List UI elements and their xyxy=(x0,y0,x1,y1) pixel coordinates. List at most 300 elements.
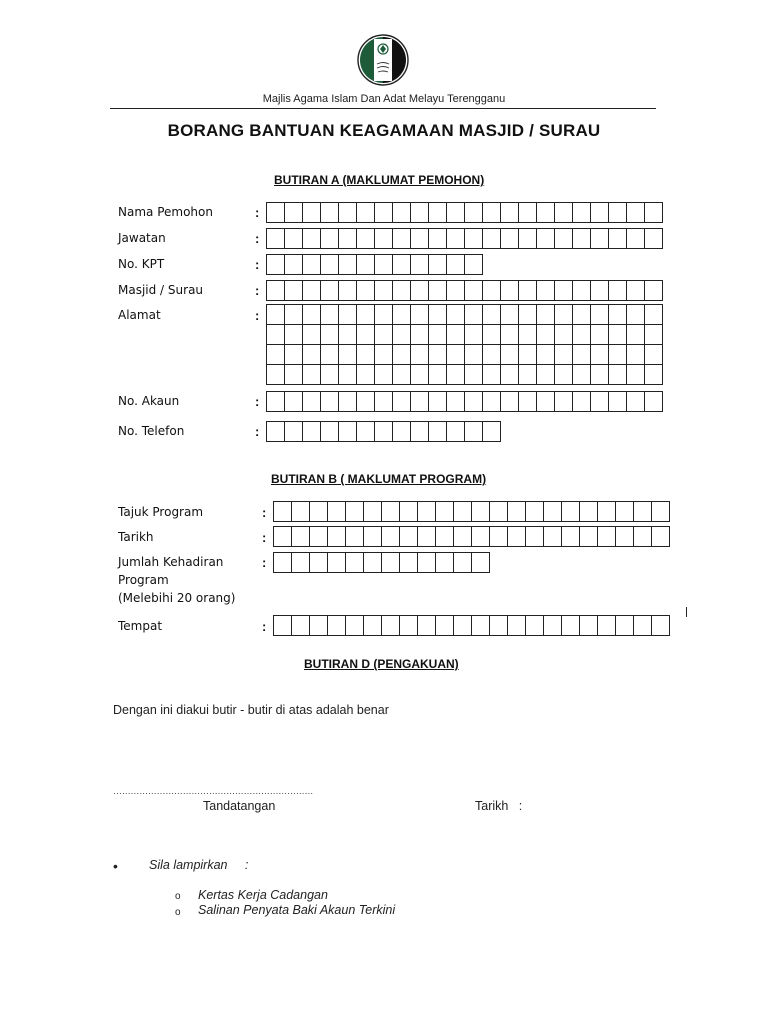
char-box[interactable] xyxy=(507,526,526,547)
char-box[interactable] xyxy=(518,364,537,385)
char-box[interactable] xyxy=(374,304,393,325)
input-jawatan[interactable] xyxy=(266,228,663,249)
char-box[interactable] xyxy=(446,280,465,301)
char-box[interactable] xyxy=(500,324,519,345)
char-box[interactable] xyxy=(536,364,555,385)
label-tempat: Tempat xyxy=(118,619,163,633)
char-box[interactable] xyxy=(417,501,436,522)
char-box[interactable] xyxy=(507,615,526,636)
char-box[interactable] xyxy=(338,254,357,275)
char-box[interactable] xyxy=(381,615,400,636)
char-box[interactable] xyxy=(291,526,310,547)
char-box[interactable] xyxy=(428,324,447,345)
char-box[interactable] xyxy=(320,280,339,301)
char-box[interactable] xyxy=(536,228,555,249)
char-box[interactable] xyxy=(590,364,609,385)
char-box[interactable] xyxy=(608,202,627,223)
char-box[interactable] xyxy=(482,391,501,412)
char-box[interactable] xyxy=(554,364,573,385)
char-box[interactable] xyxy=(428,364,447,385)
char-box[interactable] xyxy=(489,501,508,522)
char-box[interactable] xyxy=(374,421,393,442)
char-box[interactable] xyxy=(273,526,292,547)
char-box[interactable] xyxy=(410,391,429,412)
char-box[interactable] xyxy=(266,324,285,345)
char-box[interactable] xyxy=(435,552,454,573)
char-box[interactable] xyxy=(320,304,339,325)
char-box[interactable] xyxy=(410,344,429,365)
char-box[interactable] xyxy=(482,344,501,365)
char-box[interactable] xyxy=(266,304,285,325)
char-box[interactable] xyxy=(518,344,537,365)
char-box[interactable] xyxy=(435,526,454,547)
char-box[interactable] xyxy=(302,324,321,345)
char-box[interactable] xyxy=(590,280,609,301)
char-box[interactable] xyxy=(302,364,321,385)
char-box[interactable] xyxy=(644,202,663,223)
char-box[interactable] xyxy=(446,254,465,275)
char-box[interactable] xyxy=(428,254,447,275)
char-box[interactable] xyxy=(309,501,328,522)
input-no-akaun[interactable] xyxy=(266,391,663,412)
char-box[interactable] xyxy=(273,615,292,636)
char-box[interactable] xyxy=(302,228,321,249)
char-box[interactable] xyxy=(518,280,537,301)
char-box[interactable] xyxy=(392,280,411,301)
char-box[interactable] xyxy=(410,202,429,223)
char-box[interactable] xyxy=(273,501,292,522)
sub-bullet: o xyxy=(175,907,181,918)
char-box[interactable] xyxy=(536,280,555,301)
char-box[interactable] xyxy=(309,615,328,636)
char-box[interactable] xyxy=(518,202,537,223)
char-box[interactable] xyxy=(356,324,375,345)
char-box[interactable] xyxy=(471,526,490,547)
char-box[interactable] xyxy=(554,391,573,412)
char-box[interactable] xyxy=(266,344,285,365)
char-box[interactable] xyxy=(590,391,609,412)
char-box[interactable] xyxy=(453,552,472,573)
char-box[interactable] xyxy=(500,228,519,249)
char-box[interactable] xyxy=(471,552,490,573)
char-box[interactable] xyxy=(597,615,616,636)
char-box[interactable] xyxy=(500,391,519,412)
char-box[interactable] xyxy=(320,254,339,275)
char-box[interactable] xyxy=(626,280,645,301)
char-box[interactable] xyxy=(428,304,447,325)
char-box[interactable] xyxy=(446,344,465,365)
char-box[interactable] xyxy=(453,615,472,636)
char-box[interactable] xyxy=(399,501,418,522)
char-box[interactable] xyxy=(543,501,562,522)
char-box[interactable] xyxy=(338,304,357,325)
char-box[interactable] xyxy=(464,344,483,365)
char-box[interactable] xyxy=(608,391,627,412)
char-box[interactable] xyxy=(320,202,339,223)
char-box[interactable] xyxy=(320,391,339,412)
char-box[interactable] xyxy=(428,421,447,442)
input-jumlah-kehadiran[interactable] xyxy=(273,552,490,573)
char-box[interactable] xyxy=(525,526,544,547)
char-box[interactable] xyxy=(338,421,357,442)
char-box[interactable] xyxy=(500,364,519,385)
char-box[interactable] xyxy=(399,526,418,547)
char-box[interactable] xyxy=(291,615,310,636)
char-box[interactable] xyxy=(446,324,465,345)
char-box[interactable] xyxy=(284,344,303,365)
char-box[interactable] xyxy=(345,552,364,573)
char-box[interactable] xyxy=(428,202,447,223)
char-box[interactable] xyxy=(489,615,508,636)
char-box[interactable] xyxy=(374,344,393,365)
char-box[interactable] xyxy=(597,526,616,547)
char-box[interactable] xyxy=(284,254,303,275)
char-box[interactable] xyxy=(525,615,544,636)
char-box[interactable] xyxy=(536,391,555,412)
input-tarikh-program[interactable] xyxy=(273,526,670,547)
char-box[interactable] xyxy=(309,552,328,573)
char-box[interactable] xyxy=(356,391,375,412)
char-box[interactable] xyxy=(381,501,400,522)
char-box[interactable] xyxy=(291,501,310,522)
date-label: Tarikh : xyxy=(475,799,523,813)
char-box[interactable] xyxy=(266,280,285,301)
char-box[interactable] xyxy=(626,228,645,249)
box-row xyxy=(266,365,663,385)
char-box[interactable] xyxy=(302,304,321,325)
char-box[interactable] xyxy=(590,324,609,345)
char-box[interactable] xyxy=(410,324,429,345)
section-d-heading: BUTIRAN D (PENGAKUAN) xyxy=(304,657,459,671)
char-box[interactable] xyxy=(435,501,454,522)
box-row xyxy=(266,202,663,223)
char-box[interactable] xyxy=(626,391,645,412)
char-box[interactable] xyxy=(626,304,645,325)
char-box[interactable] xyxy=(374,254,393,275)
char-box[interactable] xyxy=(320,364,339,385)
char-box[interactable] xyxy=(464,391,483,412)
char-box[interactable] xyxy=(266,202,285,223)
char-box[interactable] xyxy=(446,364,465,385)
char-box[interactable] xyxy=(266,228,285,249)
char-box[interactable] xyxy=(284,304,303,325)
char-box[interactable] xyxy=(590,202,609,223)
char-box[interactable] xyxy=(392,324,411,345)
attachment-item: Kertas Kerja Cadangan xyxy=(198,888,328,902)
char-box[interactable] xyxy=(554,228,573,249)
char-box[interactable] xyxy=(482,228,501,249)
char-box[interactable] xyxy=(446,304,465,325)
char-box[interactable] xyxy=(338,324,357,345)
char-box[interactable] xyxy=(410,421,429,442)
char-box[interactable] xyxy=(356,421,375,442)
char-box[interactable] xyxy=(302,254,321,275)
char-box[interactable] xyxy=(356,344,375,365)
char-box[interactable] xyxy=(338,391,357,412)
char-box[interactable] xyxy=(608,280,627,301)
char-box[interactable] xyxy=(302,391,321,412)
char-box[interactable] xyxy=(374,228,393,249)
char-box[interactable] xyxy=(356,364,375,385)
char-box[interactable] xyxy=(284,421,303,442)
char-box[interactable] xyxy=(338,228,357,249)
char-box[interactable] xyxy=(356,280,375,301)
char-box[interactable] xyxy=(284,364,303,385)
char-box[interactable] xyxy=(428,344,447,365)
char-box[interactable] xyxy=(417,552,436,573)
char-box[interactable] xyxy=(482,421,501,442)
char-box[interactable] xyxy=(615,526,634,547)
char-box[interactable] xyxy=(608,228,627,249)
char-box[interactable] xyxy=(597,501,616,522)
char-box[interactable] xyxy=(284,228,303,249)
char-box[interactable] xyxy=(518,391,537,412)
char-box[interactable] xyxy=(374,202,393,223)
char-box[interactable] xyxy=(644,280,663,301)
char-box[interactable] xyxy=(392,344,411,365)
char-box[interactable] xyxy=(572,344,591,365)
char-box[interactable] xyxy=(356,228,375,249)
char-box[interactable] xyxy=(356,304,375,325)
char-box[interactable] xyxy=(489,526,508,547)
char-box[interactable] xyxy=(381,552,400,573)
char-box[interactable] xyxy=(399,615,418,636)
char-box[interactable] xyxy=(590,304,609,325)
char-box[interactable] xyxy=(590,344,609,365)
input-masjid-surau[interactable] xyxy=(266,280,663,301)
char-box[interactable] xyxy=(572,391,591,412)
char-box[interactable] xyxy=(345,501,364,522)
char-box[interactable] xyxy=(392,364,411,385)
char-box[interactable] xyxy=(561,501,580,522)
char-box[interactable] xyxy=(320,324,339,345)
char-box[interactable] xyxy=(374,324,393,345)
char-box[interactable] xyxy=(572,280,591,301)
char-box[interactable] xyxy=(302,280,321,301)
char-box[interactable] xyxy=(338,202,357,223)
char-box[interactable] xyxy=(302,344,321,365)
char-box[interactable] xyxy=(392,254,411,275)
char-box[interactable] xyxy=(482,304,501,325)
char-box[interactable] xyxy=(266,364,285,385)
char-box[interactable] xyxy=(464,202,483,223)
char-box[interactable] xyxy=(320,344,339,365)
char-box[interactable] xyxy=(644,304,663,325)
char-box[interactable] xyxy=(302,421,321,442)
char-box[interactable] xyxy=(644,364,663,385)
char-box[interactable] xyxy=(626,324,645,345)
char-box[interactable] xyxy=(266,254,285,275)
char-box[interactable] xyxy=(633,526,652,547)
input-alamat[interactable] xyxy=(266,304,663,385)
char-box[interactable] xyxy=(464,280,483,301)
char-box[interactable] xyxy=(633,501,652,522)
char-box[interactable] xyxy=(579,501,598,522)
char-box[interactable] xyxy=(284,391,303,412)
char-box[interactable] xyxy=(356,202,375,223)
char-box[interactable] xyxy=(608,304,627,325)
char-box[interactable] xyxy=(392,421,411,442)
char-box[interactable] xyxy=(345,526,364,547)
char-box[interactable] xyxy=(608,344,627,365)
char-box[interactable] xyxy=(464,421,483,442)
char-box[interactable] xyxy=(363,552,382,573)
char-box[interactable] xyxy=(536,202,555,223)
char-box[interactable] xyxy=(464,324,483,345)
char-box[interactable] xyxy=(572,202,591,223)
char-box[interactable] xyxy=(327,615,346,636)
char-box[interactable] xyxy=(327,552,346,573)
char-box[interactable] xyxy=(363,615,382,636)
input-tajuk-program[interactable] xyxy=(273,501,670,522)
char-box[interactable] xyxy=(284,324,303,345)
char-box[interactable] xyxy=(327,526,346,547)
char-box[interactable] xyxy=(363,501,382,522)
char-box[interactable] xyxy=(327,501,346,522)
char-box[interactable] xyxy=(500,202,519,223)
char-box[interactable] xyxy=(266,421,285,442)
char-box[interactable] xyxy=(266,391,285,412)
char-box[interactable] xyxy=(554,344,573,365)
input-nama-pemohon[interactable] xyxy=(266,202,663,223)
char-box[interactable] xyxy=(392,202,411,223)
char-box[interactable] xyxy=(446,202,465,223)
char-box[interactable] xyxy=(392,391,411,412)
char-box[interactable] xyxy=(554,324,573,345)
char-box[interactable] xyxy=(273,552,292,573)
char-box[interactable] xyxy=(291,552,310,573)
char-box[interactable] xyxy=(507,501,526,522)
char-box[interactable] xyxy=(579,526,598,547)
char-box[interactable] xyxy=(464,304,483,325)
char-box[interactable] xyxy=(471,615,490,636)
char-box[interactable] xyxy=(284,280,303,301)
char-box[interactable] xyxy=(518,228,537,249)
input-tempat[interactable] xyxy=(273,615,670,636)
char-box[interactable] xyxy=(615,615,634,636)
char-box[interactable] xyxy=(417,615,436,636)
char-box[interactable] xyxy=(572,304,591,325)
char-box[interactable] xyxy=(345,615,364,636)
char-box[interactable] xyxy=(392,228,411,249)
char-box[interactable] xyxy=(644,391,663,412)
char-box[interactable] xyxy=(561,615,580,636)
char-box[interactable] xyxy=(626,202,645,223)
char-box[interactable] xyxy=(446,228,465,249)
char-box[interactable] xyxy=(608,364,627,385)
char-box[interactable] xyxy=(446,391,465,412)
char-box[interactable] xyxy=(381,526,400,547)
char-box[interactable] xyxy=(453,526,472,547)
char-box[interactable] xyxy=(464,228,483,249)
char-box[interactable] xyxy=(572,228,591,249)
char-box[interactable] xyxy=(392,304,411,325)
char-box[interactable] xyxy=(500,304,519,325)
char-box[interactable] xyxy=(453,501,472,522)
char-box[interactable] xyxy=(399,552,418,573)
char-box[interactable] xyxy=(284,202,303,223)
label-masjid-surau: Masjid / Surau xyxy=(118,283,204,297)
input-no-kpt[interactable] xyxy=(266,254,483,275)
char-box[interactable] xyxy=(435,615,454,636)
char-box[interactable] xyxy=(417,526,436,547)
char-box[interactable] xyxy=(471,501,490,522)
char-box[interactable] xyxy=(482,364,501,385)
char-box[interactable] xyxy=(363,526,382,547)
char-box[interactable] xyxy=(464,364,483,385)
char-box[interactable] xyxy=(309,526,328,547)
char-box[interactable] xyxy=(644,228,663,249)
char-box[interactable] xyxy=(500,344,519,365)
char-box[interactable] xyxy=(651,526,670,547)
char-box[interactable] xyxy=(536,304,555,325)
char-box[interactable] xyxy=(579,615,598,636)
char-box[interactable] xyxy=(374,280,393,301)
char-box[interactable] xyxy=(615,501,634,522)
char-box[interactable] xyxy=(320,421,339,442)
char-box[interactable] xyxy=(446,421,465,442)
box-row xyxy=(266,304,663,325)
char-box[interactable] xyxy=(644,344,663,365)
char-box[interactable] xyxy=(644,324,663,345)
char-box[interactable] xyxy=(536,344,555,365)
char-box[interactable] xyxy=(500,280,519,301)
char-box[interactable] xyxy=(608,324,627,345)
char-box[interactable] xyxy=(572,324,591,345)
char-box[interactable] xyxy=(410,304,429,325)
char-box[interactable] xyxy=(554,304,573,325)
char-box[interactable] xyxy=(543,526,562,547)
char-box[interactable] xyxy=(626,364,645,385)
char-box[interactable] xyxy=(410,254,429,275)
char-box[interactable] xyxy=(410,228,429,249)
char-box[interactable] xyxy=(590,228,609,249)
char-box[interactable] xyxy=(572,364,591,385)
char-box[interactable] xyxy=(651,501,670,522)
char-box[interactable] xyxy=(428,280,447,301)
char-box[interactable] xyxy=(482,280,501,301)
char-box[interactable] xyxy=(554,202,573,223)
char-box[interactable] xyxy=(464,254,483,275)
char-box[interactable] xyxy=(338,344,357,365)
char-box[interactable] xyxy=(525,501,544,522)
char-box[interactable] xyxy=(374,391,393,412)
char-box[interactable] xyxy=(482,202,501,223)
char-box[interactable] xyxy=(518,304,537,325)
char-box[interactable] xyxy=(561,526,580,547)
char-box[interactable] xyxy=(554,280,573,301)
char-box[interactable] xyxy=(410,364,429,385)
char-box[interactable] xyxy=(302,202,321,223)
char-box[interactable] xyxy=(626,344,645,365)
char-box[interactable] xyxy=(320,228,339,249)
char-box[interactable] xyxy=(651,615,670,636)
char-box[interactable] xyxy=(543,615,562,636)
char-box[interactable] xyxy=(374,364,393,385)
char-box[interactable] xyxy=(536,324,555,345)
char-box[interactable] xyxy=(410,280,429,301)
input-no-telefon[interactable] xyxy=(266,421,501,442)
page-title: BORANG BANTUAN KEAGAMAAN MASJID / SURAU xyxy=(167,121,601,140)
char-box[interactable] xyxy=(428,391,447,412)
char-box[interactable] xyxy=(518,324,537,345)
char-box[interactable] xyxy=(338,364,357,385)
char-box[interactable] xyxy=(428,228,447,249)
char-box[interactable] xyxy=(633,615,652,636)
char-box[interactable] xyxy=(482,324,501,345)
char-box[interactable] xyxy=(356,254,375,275)
char-box[interactable] xyxy=(338,280,357,301)
